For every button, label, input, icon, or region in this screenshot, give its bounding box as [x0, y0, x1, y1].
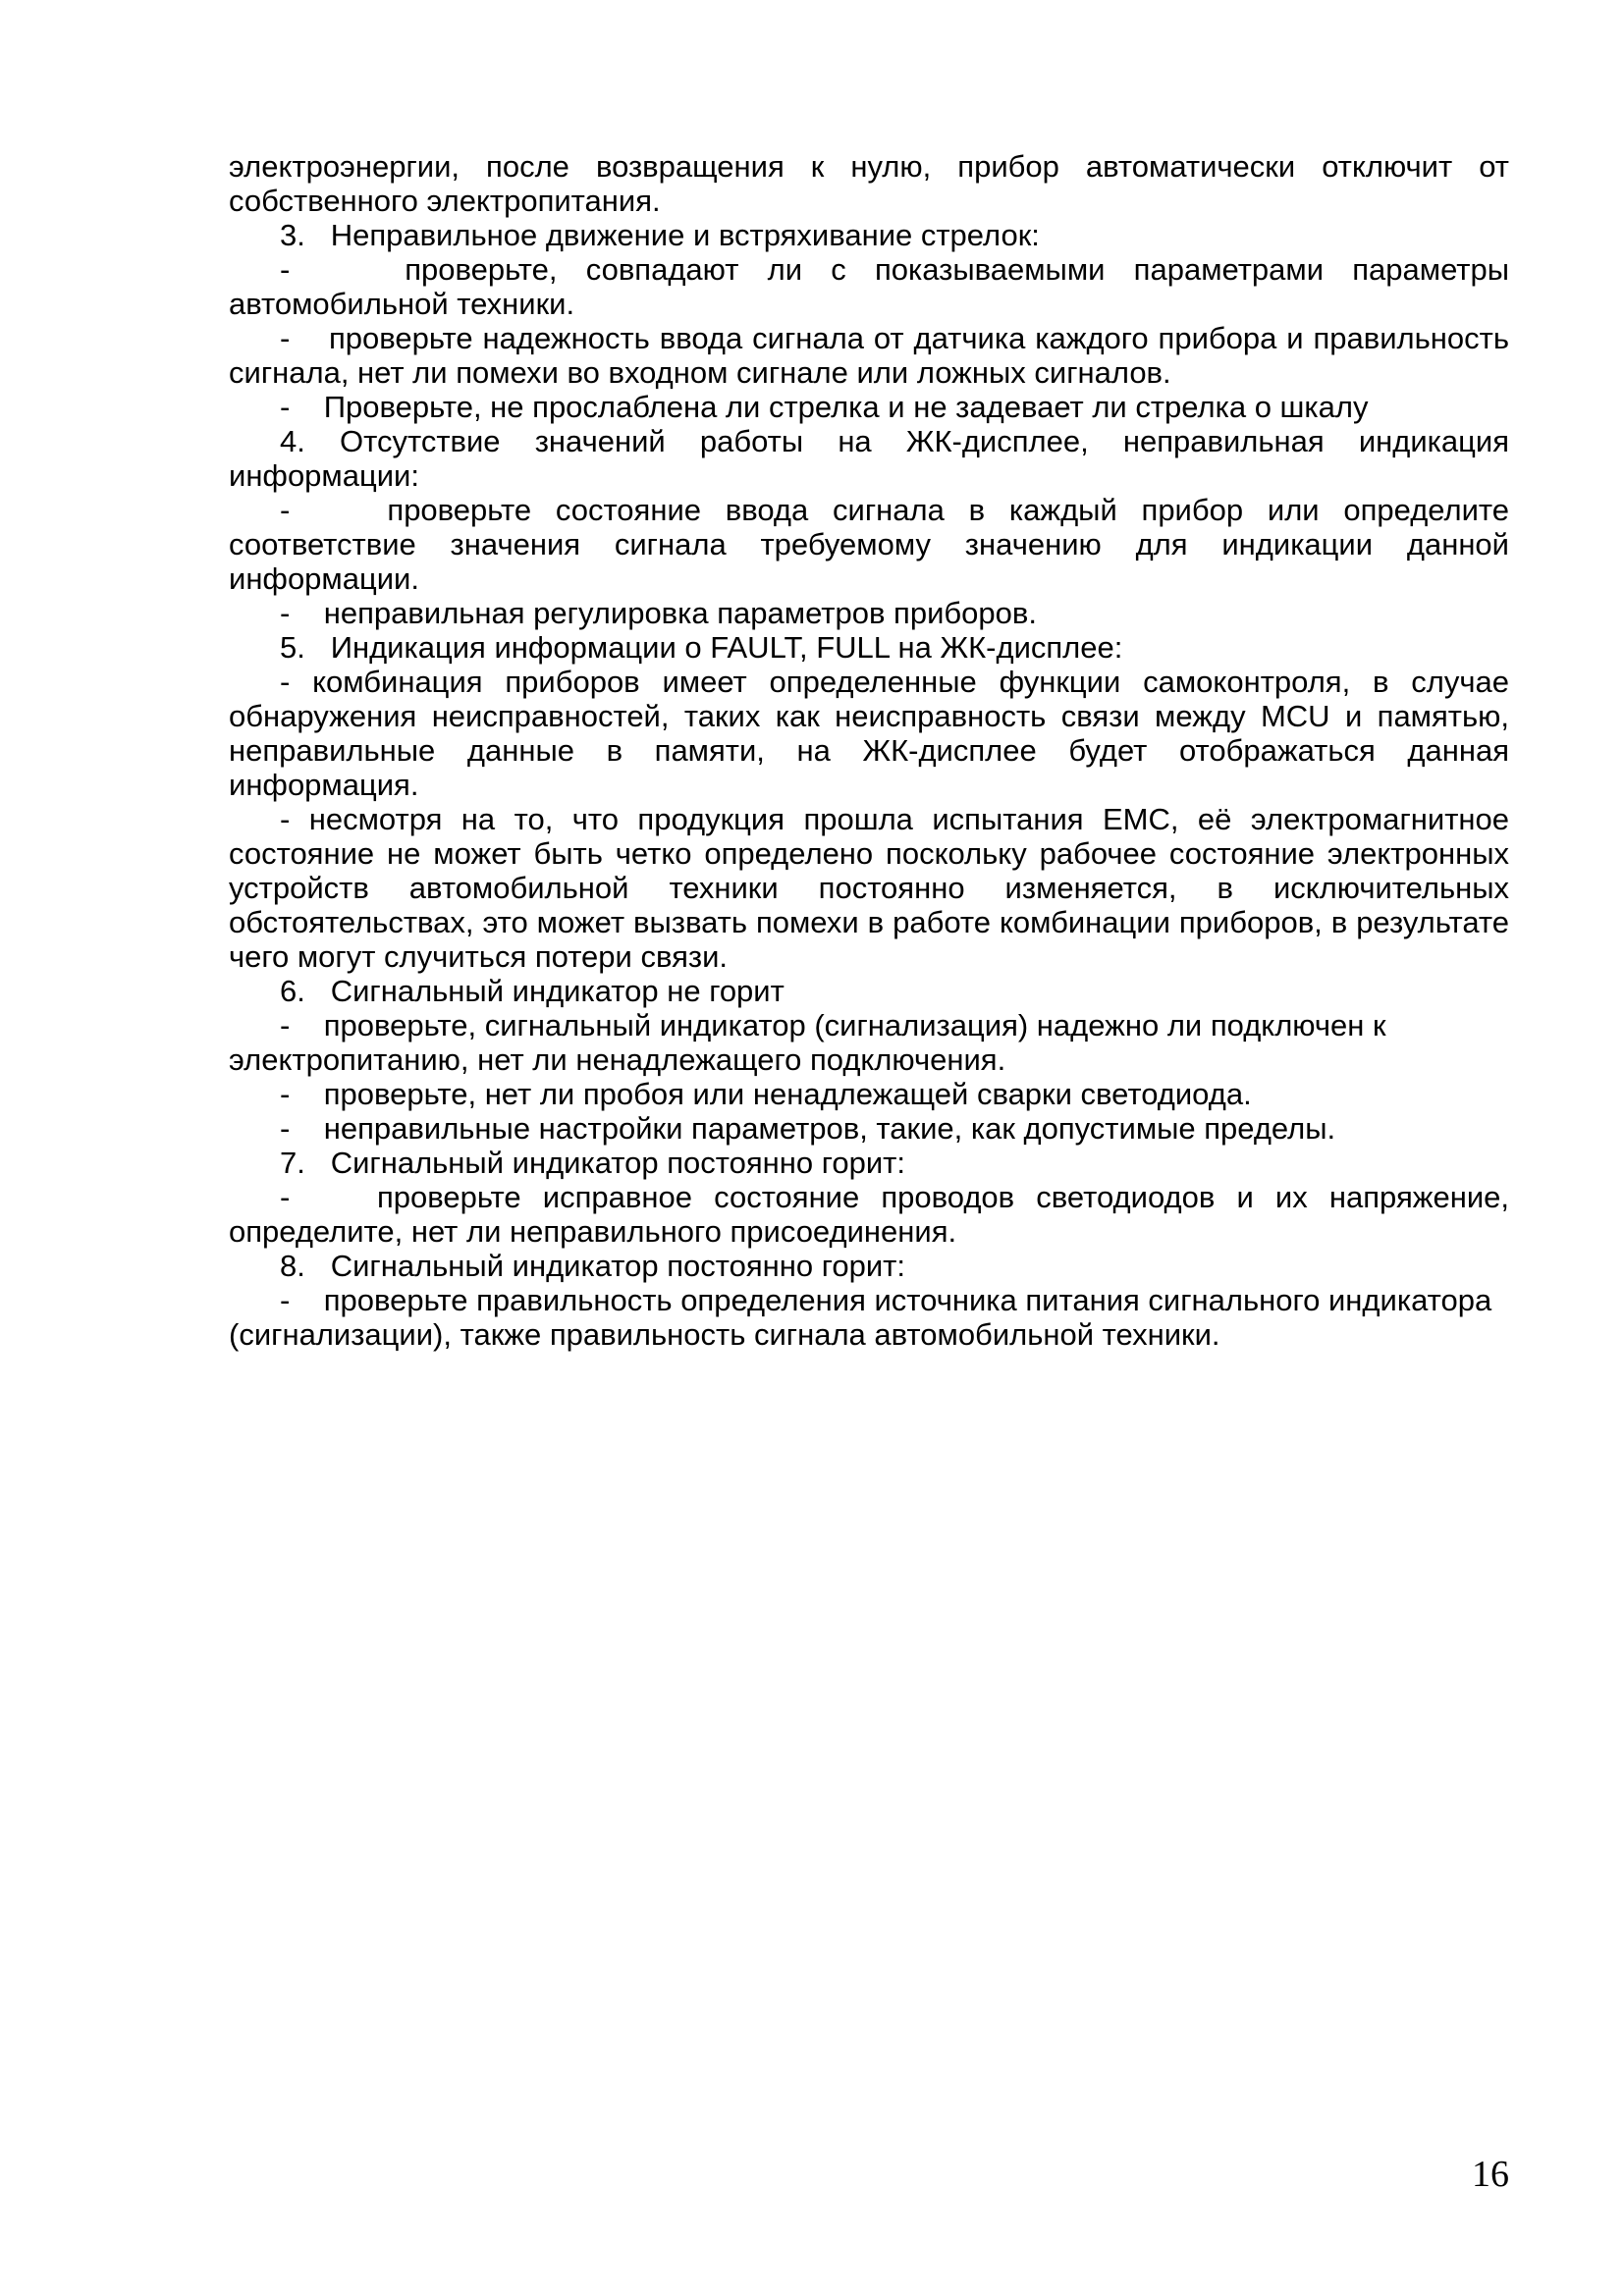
item-3-dash-3: - Проверьте, не прослаблена ли стрелка и не задевает ли стрелка о шкалу: [280, 390, 1369, 424]
item-4-dash-1: - проверьте состояние ввода сигнала в каждый прибор или определите соответствие значения сигнала требуемому значению для индикации данной информации.: [229, 493, 1509, 596]
para-power-return: электроэнергии, после возвращения к нулю, прибор автоматически отключит от собственного электропитания.: [229, 149, 1509, 218]
item-7-dash-1: - проверьте исправное состояние проводов светодиодов и их напряжение, определите, нет ли неправильного присоединения.: [229, 1180, 1509, 1249]
item-7-heading: 7. Сигнальный индикатор постоянно горит:: [280, 1146, 905, 1180]
item-6-dash-2: - проверьте, нет ли пробоя или ненадлежащей сварки светодиода.: [280, 1077, 1252, 1111]
item-3-dash-1: - проверьте, совпадают ли с показываемыми параметрами параметры автомобильной техники.: [229, 252, 1509, 321]
item-5-heading: 5. Индикация информации о FAULT, FULL на ЖК-дисплее:: [280, 630, 1123, 665]
item-4-heading: 4. Отсутствие значений работы на ЖК-дисплее, неправильная индикация информации:: [229, 424, 1509, 493]
item-6-heading: 6. Сигнальный индикатор не горит: [280, 974, 785, 1008]
item-8-dash-1: - проверьте правильность определения источника питания сигнального индикатора (сигнализации), также правильность сигнала автомобильной техники.: [229, 1283, 1492, 1352]
item-5-dash-2: - несмотря на то, что продукция прошла испытания EMC, её электромагнитное состояние не может быть четко определено поскольку рабочее состояние электронных устройств автомобильной техники постоянно изменяется, в исключительных обстоятельствах, это может вызвать помехи в работе комбинации приборов, в результате чего могут случиться потери связи.: [229, 802, 1509, 974]
item-6-dash-3: - неправильные настройки параметров, такие, как допустимые пределы.: [280, 1111, 1336, 1146]
item-8-heading: 8. Сигнальный индикатор постоянно горит:: [280, 1249, 905, 1283]
item-5-dash-1: - комбинация приборов имеет определенные функции самоконтроля, в случае обнаружения неисправностей, таких как неисправность связи между MCU и памятью, неправильные данные в памяти, на ЖК-дисплее будет отображаться данная информация.: [229, 665, 1509, 802]
item-3-dash-2: - проверьте надежность ввода сигнала от датчика каждого прибора и правильность сигнала, нет ли помехи во входном сигнале или ложных сигналов.: [229, 321, 1509, 390]
document-body: [229, 149, 1509, 1352]
item-6-dash-1: - проверьте, сигнальный индикатор (сигнализация) надежно ли подключен к электропитанию, нет ли ненадлежащего подключения.: [229, 1008, 1386, 1077]
page-number: 16: [1472, 2154, 1509, 2195]
item-4-dash-2: - неправильная регулировка параметров приборов.: [280, 596, 1037, 630]
item-3-heading: 3. Неправильное движение и встряхивание стрелок:: [280, 218, 1040, 252]
